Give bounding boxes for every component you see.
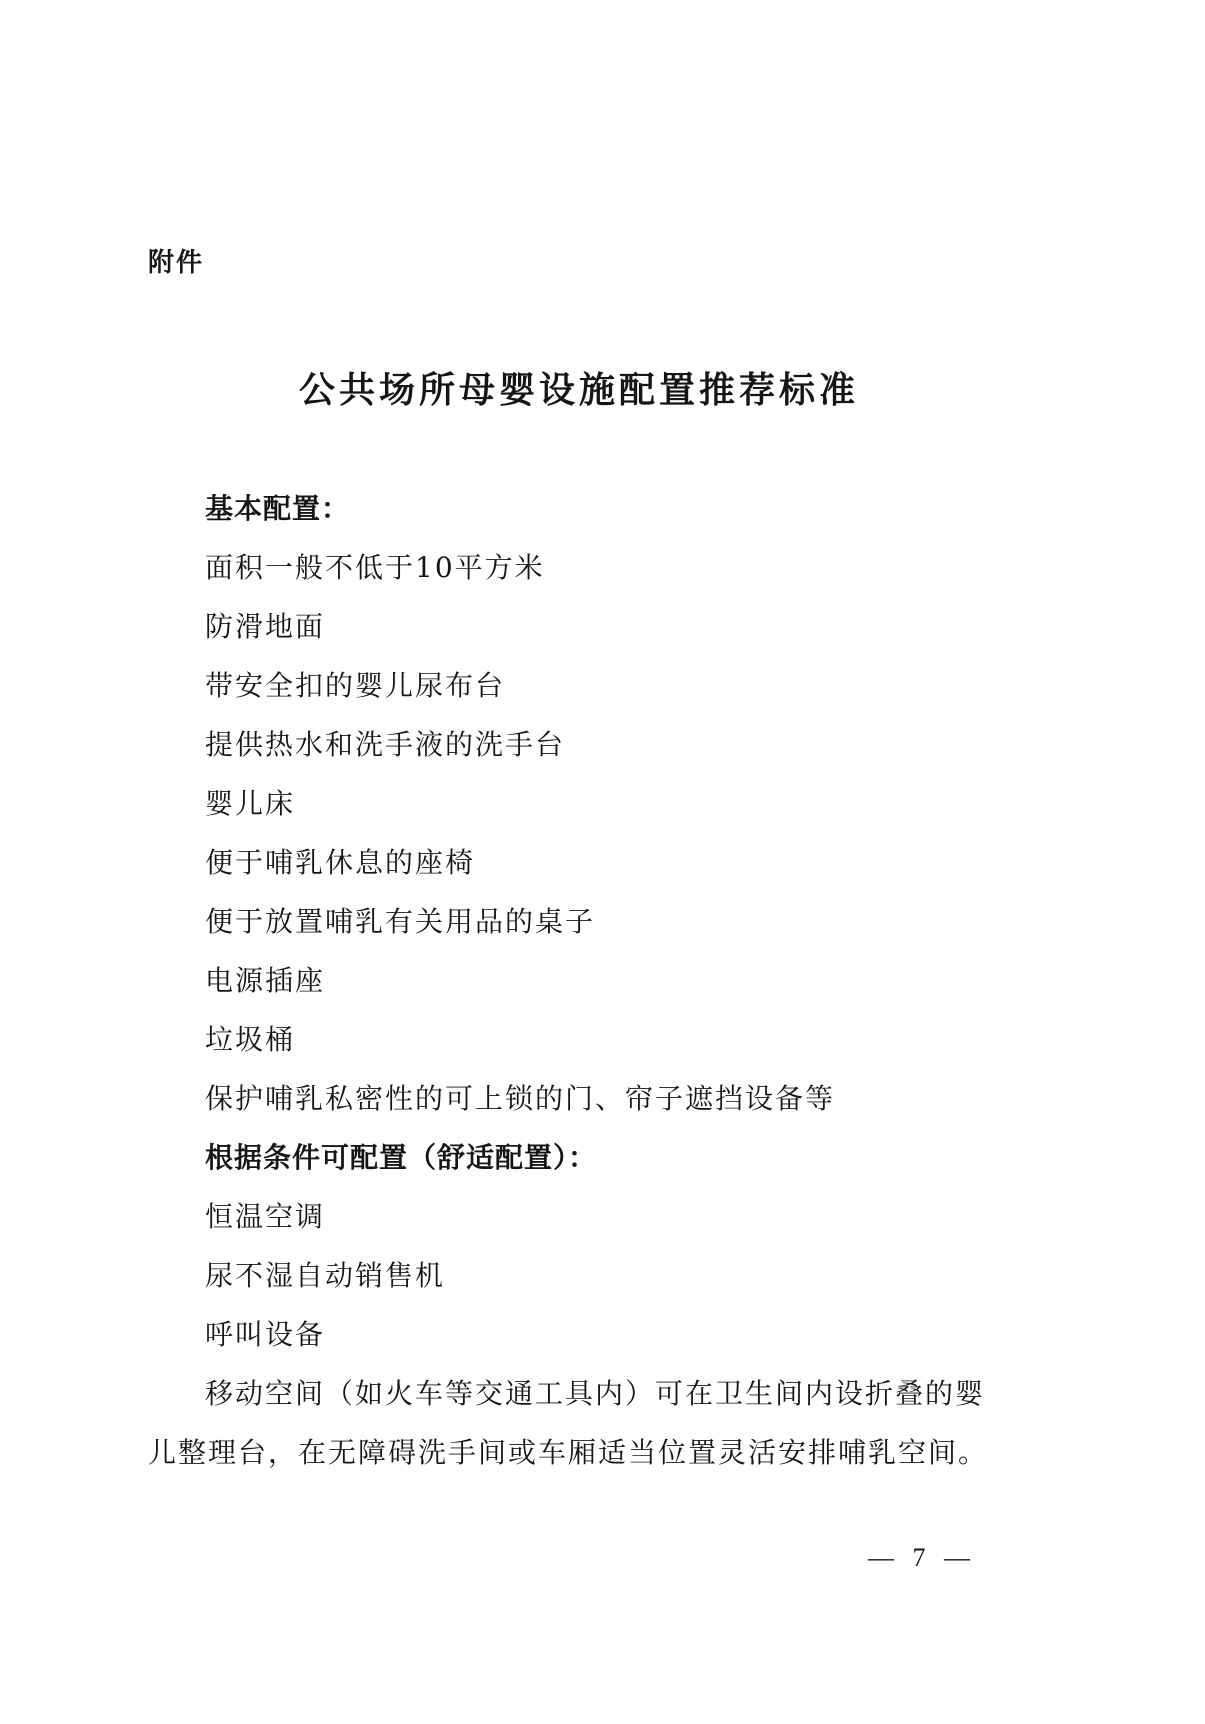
basic-config-item: 带安全扣的婴儿尿布台 (205, 669, 506, 702)
basic-config-heading: 基本配置： (205, 493, 351, 524)
document-body (148, 479, 1048, 1482)
document-title: 公共场所母婴设施配置推荐标准 (298, 369, 859, 411)
basic-config-item: 垃圾桶 (205, 1023, 296, 1056)
basic-config-item: 婴儿床 (205, 787, 296, 820)
mobile-space-note-line-1: 移动空间（如火车等交通工具内）可在卫生间内设折叠的婴 (205, 1377, 986, 1410)
optional-config-item: 呼叫设备 (205, 1318, 326, 1351)
basic-config-item: 提供热水和洗手液的洗手台 (205, 728, 566, 761)
basic-config-item: 便于哺乳休息的座椅 (205, 846, 476, 879)
page-number: — 7 — (868, 1543, 976, 1572)
basic-config-item: 便于放置哺乳有关用品的桌子 (205, 905, 596, 938)
basic-config-item: 电源插座 (205, 964, 326, 997)
optional-config-item: 尿不湿自动销售机 (205, 1259, 446, 1292)
mobile-space-note-line-2: 儿整理台，在无障碍洗手间或车厢适当位置灵活安排哺乳空间。 (148, 1436, 989, 1469)
basic-config-item: 面积一般不低于10平方米 (205, 551, 545, 584)
attachment-label: 附件 (148, 247, 205, 277)
optional-config-heading: 根据条件可配置（舒适配置）： (205, 1142, 598, 1173)
optional-config-item: 恒温空调 (205, 1200, 326, 1233)
basic-config-item: 保护哺乳私密性的可上锁的门、帘子遮挡设备等 (205, 1082, 836, 1115)
basic-config-item: 防滑地面 (205, 610, 326, 643)
